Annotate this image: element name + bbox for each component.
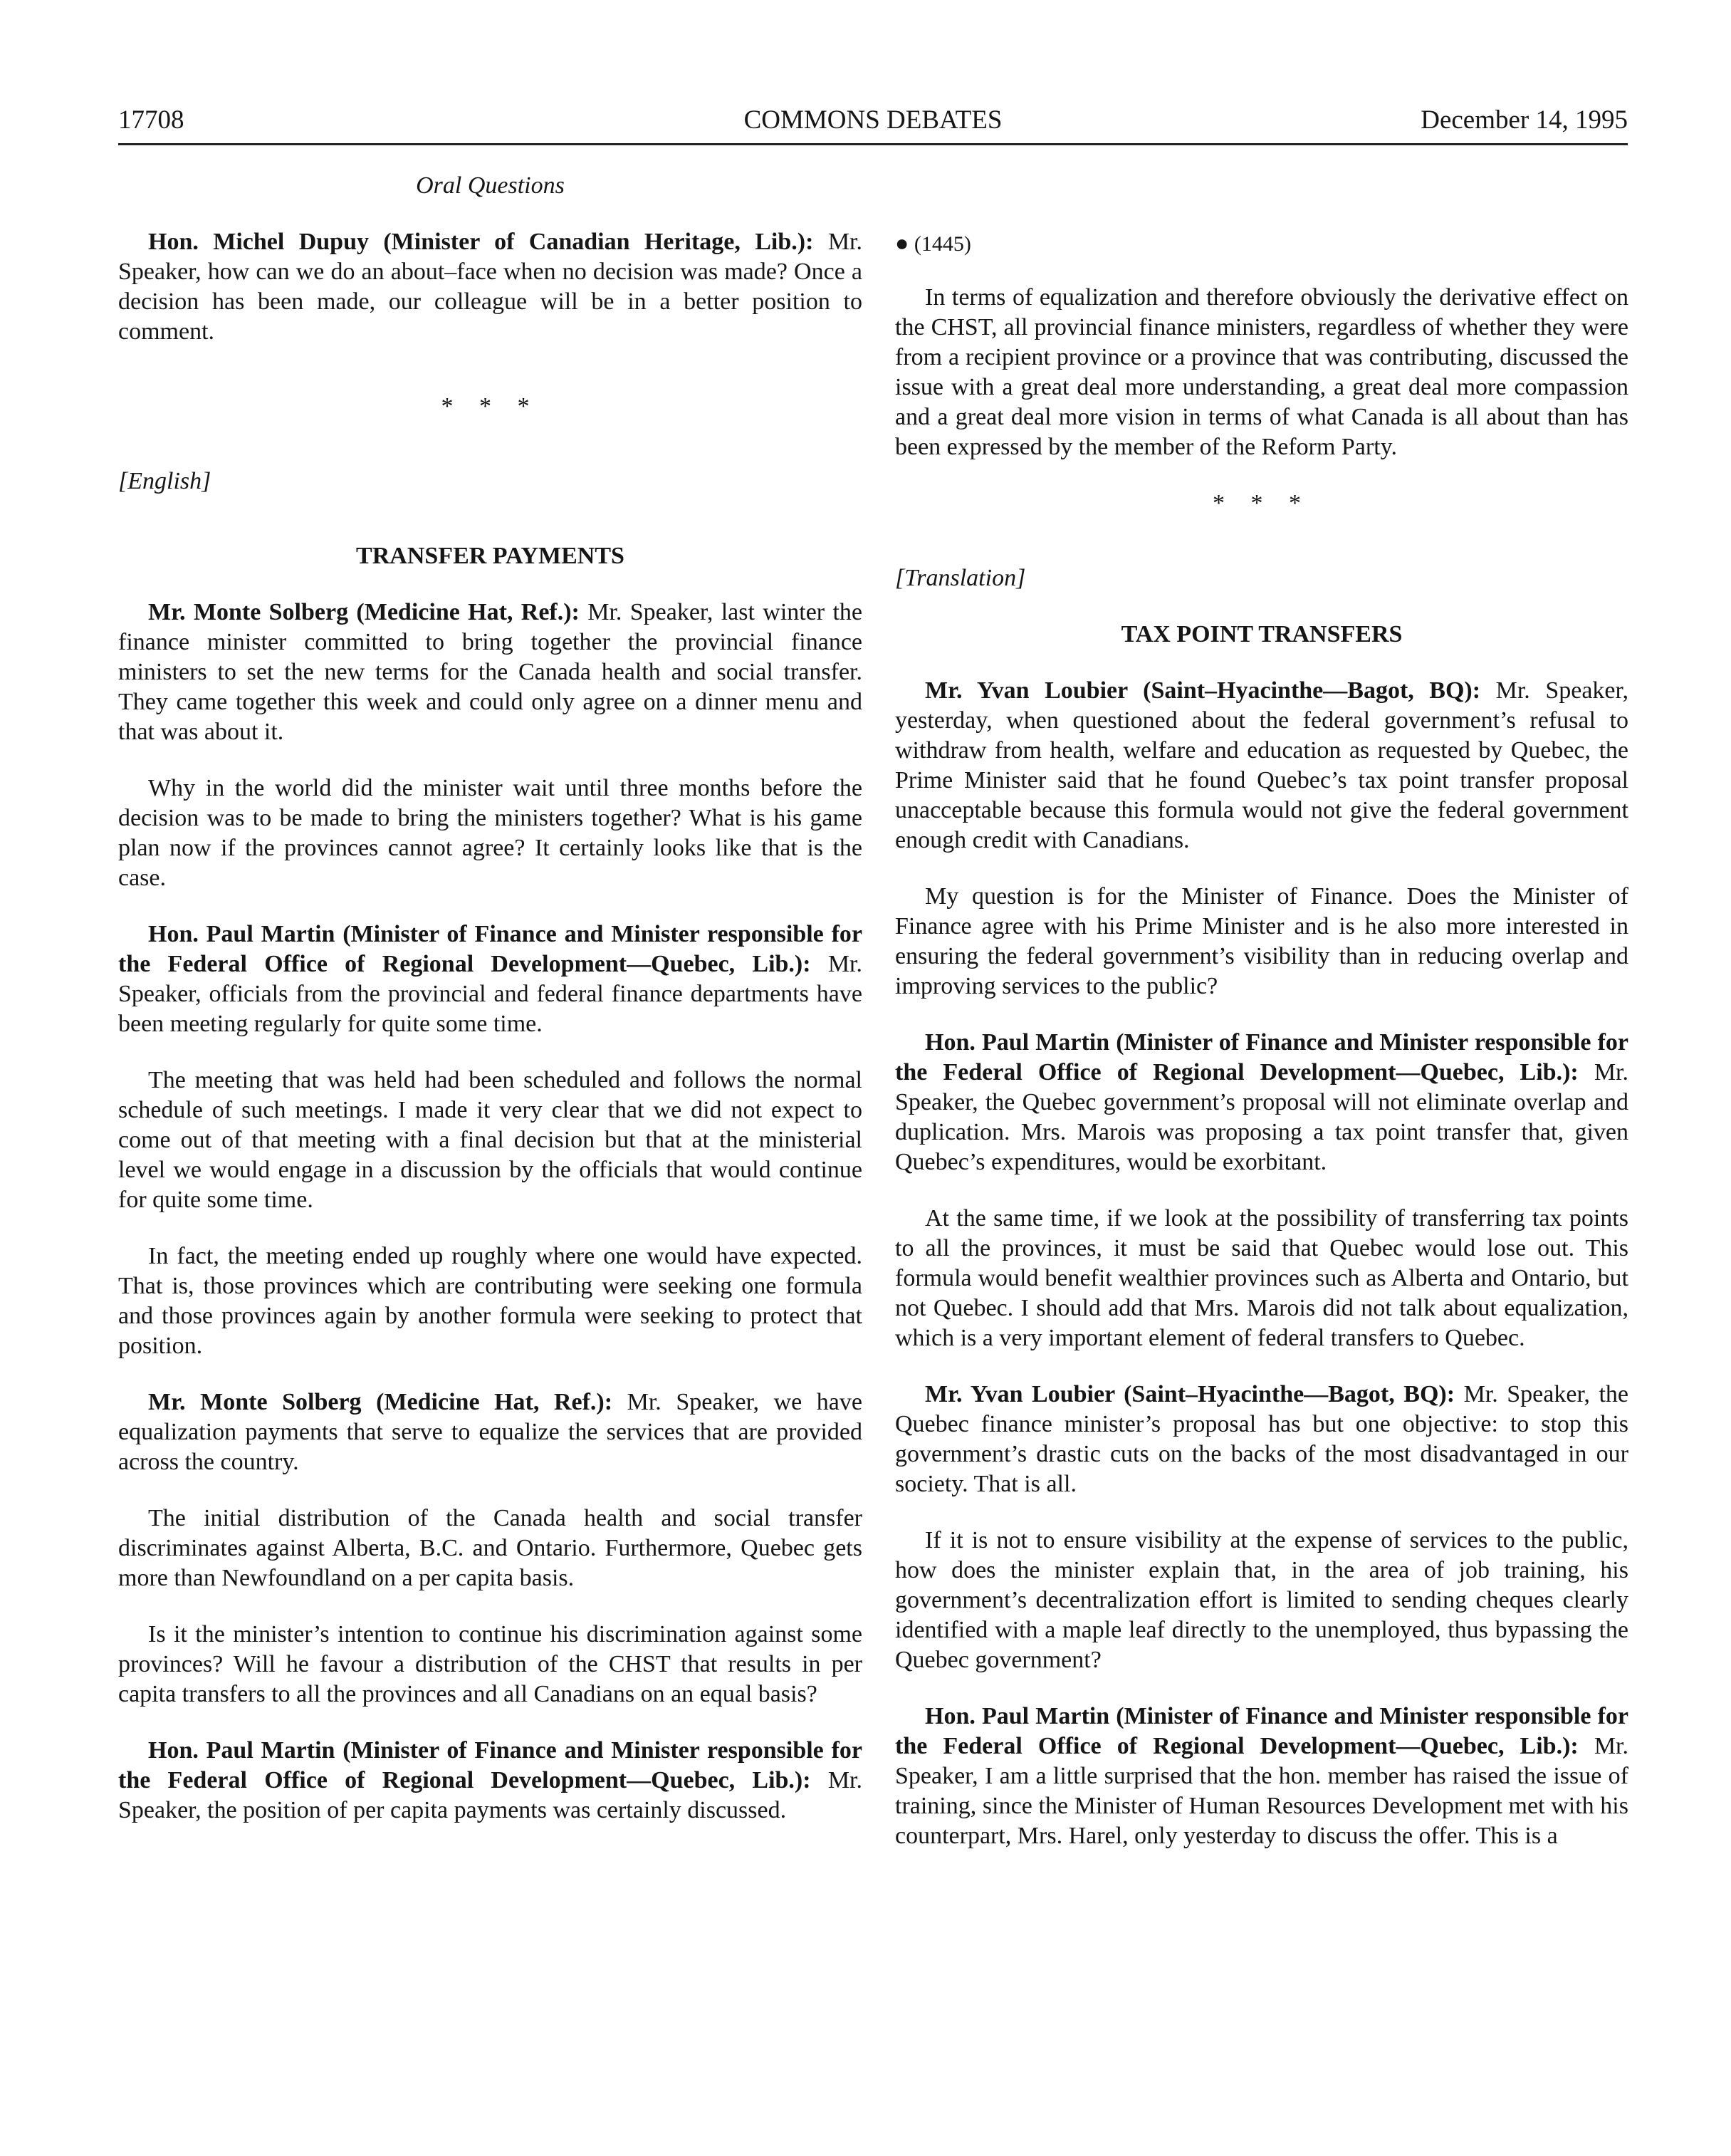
paragraph: [118, 227, 862, 347]
paragraph-text: Mr. Speaker, we have equalization payments that serve to equalize the services that are provided across the country.: [118, 1389, 862, 1475]
paragraph: [895, 1380, 1628, 1499]
publication-title: COMMONS DEBATES: [743, 105, 1003, 135]
paragraph: My question is for the Minister of Finance. Does the Minister of Finance agree with his Prime Minister and is he also more interested in ensuring the federal government’s visibility than in reducing overlap and improving services to the public?: [895, 883, 1628, 999]
paragraph: The meeting that was held had been scheduled and follows the normal schedule of such meetings. I made it very clear that we did not expect to come out of that meeting with a final decision but that at the ministerial level we would engage in a discussion by the officials that would continue for quite some time.: [118, 1067, 862, 1213]
paragraph: At the same time, if we look at the possibility of transferring tax points to all the provinces, it must be said that Quebec would lose out. This formula would benefit wealthier provinces such as Alberta and Ontario, but not Quebec. I should add that Mrs. Marois did not talk about equalization, which is a very important element of federal transfers to Quebec.: [895, 1205, 1628, 1351]
paragraph: [118, 1387, 862, 1477]
paragraph-text: Mr. Speaker, the Quebec government’s proposal will not eliminate overlap and duplication. Mrs. Marois was proposing a tax point transfer that, given Quebec’s expenditures, would be exorbitant.: [895, 1059, 1628, 1175]
left-column: [118, 171, 862, 1852]
speaker-name: Hon. Paul Martin (Minister of Finance and Minister responsible for the Federal Office of Regional Development—Quebec, Lib.):: [118, 921, 862, 977]
right-column: [895, 171, 1628, 1878]
speaker-name: Mr. Monte Solberg (Medicine Hat, Ref.):: [148, 1389, 613, 1415]
paragraph: In terms of equalization and therefore obviously the derivative effect on the CHST, all provincial finance ministers, regardless of whether they were from a recipient province or a province that was contributing, discussed the issue with a great deal more understanding, a great deal more compassion and a great deal more vision in terms of what Canada is all about than has been expressed by the member of the Reform Party.: [895, 284, 1628, 460]
speaker-name: Hon. Paul Martin (Minister of Finance and Minister responsible for the Federal Office of Regional Development—Quebec, Lib.):: [895, 1703, 1628, 1759]
speaker-name: Hon. Paul Martin (Minister of Finance and Minister responsible for the Federal Office of Regional Development—Quebec, Lib.):: [118, 1737, 862, 1793]
section-divider: * * *: [1213, 490, 1311, 516]
paragraph-text: Mr. Speaker, how can we do an about–face when no decision was made? Once a decision has been made, our colleague will be in a better position to comment.: [118, 229, 862, 345]
speaker-name: Hon. Paul Martin (Minister of Finance and Minister responsible for the Federal Office of Regional Development—Quebec, Lib.):: [895, 1029, 1628, 1085]
speaker-name: Mr. Monte Solberg (Medicine Hat, Ref.):: [148, 599, 580, 625]
paragraph-text: Mr. Speaker, officials from the provincial and federal finance departments have been meeting regularly for quite some time.: [118, 951, 862, 1037]
paragraph: [895, 1702, 1628, 1851]
paragraph: The initial distribution of the Canada health and social transfer discriminates against Alberta, B.C. and Ontario. Furthermore, Quebec gets more than Newfoundland on a per capita basis.: [118, 1505, 862, 1591]
speaker-name: Mr. Yvan Loubier (Saint–Hyacinthe—Bagot, BQ):: [925, 1381, 1455, 1407]
bullet-icon: ●: [895, 230, 909, 256]
section-divider: * * *: [441, 393, 540, 420]
paragraph: [895, 676, 1628, 855]
language-label: [Translation]: [895, 565, 1026, 591]
time-marker: [895, 228, 1628, 259]
paragraph: [118, 598, 862, 747]
paragraph: [118, 1736, 862, 1826]
paragraph-text: Mr. Speaker, the position of per capita payments was certainly discussed.: [118, 1767, 862, 1823]
paragraph: Why in the world did the minister wait until three months before the decision was to be made to bring the ministers together? What is his game plan now if the provinces cannot agree? It certainly looks like that is the case.: [118, 775, 862, 891]
section-label: Oral Questions: [416, 172, 565, 199]
paragraph: [895, 1028, 1628, 1177]
paragraph: [118, 920, 862, 1039]
page-header: [118, 103, 1628, 145]
page-date: December 14, 1995: [1421, 105, 1628, 135]
page-number: 17708: [118, 105, 184, 135]
time-marker-text: (1445): [914, 232, 971, 256]
paragraph: In fact, the meeting ended up roughly where one would have expected. That is, those provinces which are contributing were seeking one formula and those provinces again by another formula were seeking to protect that position.: [118, 1243, 862, 1359]
speaker-name: Mr. Yvan Loubier (Saint–Hyacinthe—Bagot, BQ):: [925, 677, 1481, 704]
paragraph-text: Mr. Speaker, yesterday, when questioned about the federal government’s refusal to withdraw from health, welfare and education as requested by Quebec, the Prime Minister said that he found Quebec’s tax point transfer proposal unacceptable because this formula would not give the federal government enough credit with Canadians.: [895, 677, 1628, 853]
section-heading: TRANSFER PAYMENTS: [356, 543, 624, 569]
paragraph-text: Mr. Speaker, last winter the finance minister committed to bring together the provincial finance ministers to set the new terms for the Canada health and social transfer. They came together this week and could only agree on a dinner menu and that was about it.: [118, 599, 863, 745]
paragraph-text: Mr. Speaker, I am a little surprised that the hon. member has raised the issue of training, since the Minister of Human Resources Development met with his counterpart, Mrs. Harel, only yesterday to discuss the offer. This is a: [895, 1733, 1628, 1849]
language-label: [English]: [118, 468, 211, 494]
speaker-name: Hon. Michel Dupuy (Minister of Canadian Heritage, Lib.):: [148, 229, 814, 255]
paragraph: If it is not to ensure visibility at the expense of services to the public, how does the minister explain that, in the area of job training, his government’s decentralization effort is limited to sending cheques clearly identified with a maple leaf directly to the unemployed, thus bypassing the Quebec government?: [895, 1527, 1628, 1673]
paragraph: Is it the minister’s intention to continue his discrimination against some provinces? Will he favour a distribution of the CHST that results in per capita transfers to all the provinces and all Canadians on an equal basis?: [118, 1621, 862, 1707]
paragraph-text: Mr. Speaker, the Quebec finance minister’s proposal has but one objective: to stop this government’s drastic cuts on the backs of the most disadvantaged in our society. That is all.: [895, 1381, 1628, 1497]
section-heading: TAX POINT TRANSFERS: [1121, 621, 1403, 647]
